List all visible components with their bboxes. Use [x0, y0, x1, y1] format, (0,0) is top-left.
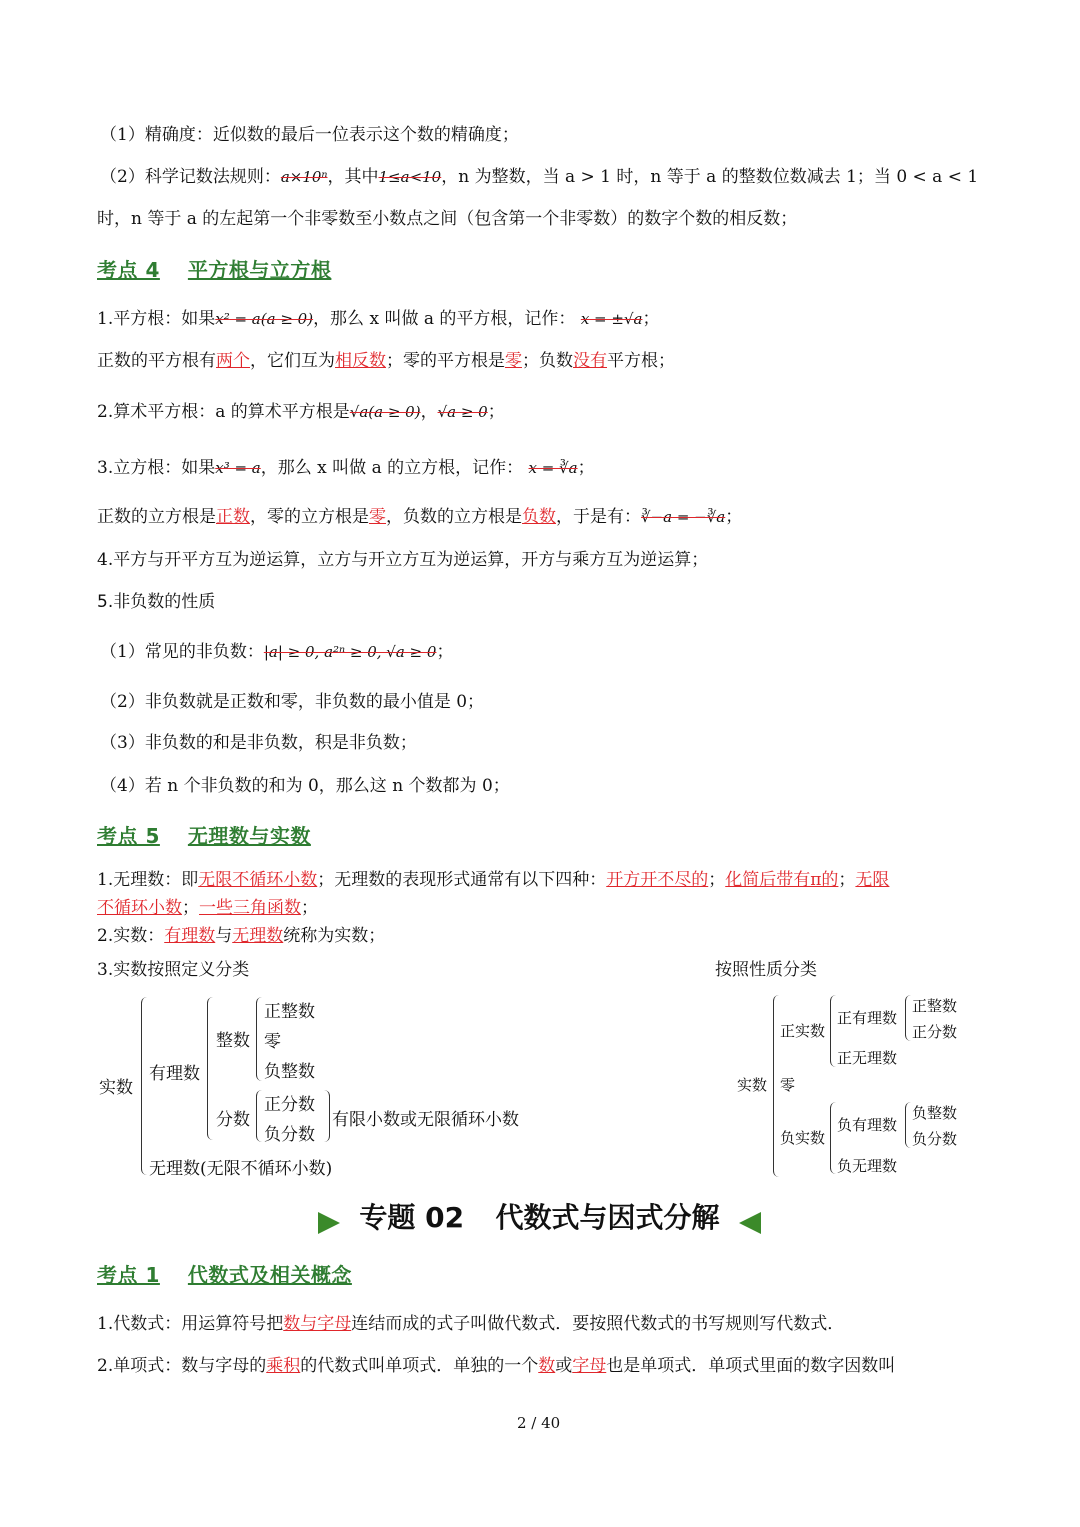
text-line — [97, 502, 742, 527]
formula: x² = a(a ≥ 0) — [215, 310, 314, 328]
tree-node: 正分数 — [264, 1095, 315, 1115]
highlight: 数 — [538, 1356, 556, 1376]
text-line — [715, 955, 817, 980]
text: （3）非负数的和是非负数，积是非负数； — [100, 733, 417, 753]
formula: √a ≥ 0 — [437, 403, 488, 421]
text-line — [97, 1351, 895, 1376]
text-line — [100, 637, 453, 662]
highlight: 无限 — [855, 870, 890, 890]
text-line — [97, 1309, 844, 1334]
formula: x³ = a — [215, 459, 261, 477]
section-heading — [97, 820, 311, 849]
formula: x = ±√a — [580, 310, 643, 328]
subheading — [97, 587, 215, 612]
text: 2.单项式：数与字母的 — [97, 1356, 267, 1376]
text: ；负数 — [522, 351, 573, 371]
text: ；零的平方根是 — [386, 351, 505, 371]
formula: a×10ⁿ — [280, 168, 328, 186]
text: 5.非负数的性质 — [97, 592, 216, 612]
highlight: 化简后带有π的 — [725, 870, 839, 890]
brace — [905, 1102, 912, 1148]
text-line — [97, 346, 675, 371]
highlight: 有理数 — [164, 926, 216, 946]
text-line — [97, 204, 797, 229]
brace — [830, 995, 837, 1067]
tree-node: 正整数 — [912, 997, 958, 1015]
brace — [141, 997, 150, 1175]
text: 平方根； — [607, 351, 675, 371]
brace — [207, 997, 216, 1140]
tree-node: 整数 — [216, 1031, 250, 1051]
text: ，于是有： — [556, 507, 641, 527]
formula: ∛−a = −∛a — [641, 508, 726, 526]
text: 2.算术平方根：a 的算术平方根是 — [97, 402, 350, 422]
brace — [830, 1102, 837, 1174]
highlight: 零 — [369, 507, 386, 527]
tree-node: 无理数(无限不循环小数) — [149, 1159, 333, 1179]
text: 统称为实数； — [283, 926, 386, 946]
tree-node: 实数 — [737, 1076, 768, 1094]
text-line — [97, 921, 385, 946]
text: ； — [301, 898, 318, 918]
formula: 1≤a<10 — [378, 168, 442, 186]
tree-node: 负整数 — [264, 1062, 315, 1082]
section-heading — [97, 1259, 352, 1288]
highlight: 乘积 — [266, 1356, 301, 1376]
highlight: 两个 — [216, 351, 250, 371]
text-line — [97, 955, 249, 980]
tree-node: 负分数 — [912, 1130, 958, 1148]
text: （2）科学记数法规则： — [100, 167, 281, 187]
text: ，它们互为 — [250, 351, 335, 371]
tree-node: 负无理数 — [837, 1157, 898, 1175]
heading-title: 无理数与实数 — [187, 824, 311, 848]
text-line — [97, 453, 595, 478]
text: （1）常见的非负数： — [100, 642, 264, 662]
tree-node: 正有理数 — [837, 1009, 898, 1027]
highlight: 数与字母 — [283, 1314, 352, 1334]
topic-title: 代数式与因式分解 — [495, 1201, 720, 1234]
topic-banner — [318, 1196, 761, 1236]
highlight: 零 — [505, 351, 522, 371]
text-line — [100, 728, 417, 753]
text-line — [100, 771, 510, 796]
text: ，其中 — [327, 167, 379, 187]
topic-label: 专题 02 — [359, 1201, 465, 1234]
tree-node: 正整数 — [264, 1002, 315, 1022]
text: 正数的立方根是 — [97, 507, 216, 527]
section-heading — [97, 254, 331, 283]
text: 也是单项式．单项式里面的数字因数叫 — [606, 1356, 896, 1376]
brace — [256, 997, 264, 1081]
text: ，负数的立方根是 — [386, 507, 522, 527]
page-number: 2 / 40 — [517, 1414, 561, 1432]
text: 正数的平方根有 — [97, 351, 216, 371]
text: ，那么 x 叫做 a 的立方根，记作： — [260, 458, 524, 478]
highlight: 无限不循环小数 — [198, 870, 318, 890]
tree-node: 负分数 — [264, 1125, 315, 1145]
triangle-left-icon — [739, 1212, 761, 1234]
highlight: 正数 — [216, 507, 250, 527]
highlight: 不循环小数 — [97, 898, 182, 918]
text: 4.平方与开平方互为逆运算，立方与开立方互为逆运算，开方与乘方互为逆运算； — [97, 550, 709, 570]
tree-node: 零 — [264, 1032, 281, 1052]
text: ； — [577, 458, 595, 478]
text: 与 — [215, 926, 233, 946]
text: ；无理数的表现形式通常有以下四种： — [317, 870, 607, 890]
tree-node: 分数 — [216, 1110, 250, 1130]
text: ，n 为整数，当 a > 1 时，n 等于 a 的整数位数减去 1；当 0 < a < 1 — [441, 167, 979, 187]
text: （2）非负数就是正数和零，非负数的最小值是 0； — [100, 692, 485, 712]
tree-node: 负实数 — [780, 1129, 826, 1147]
heading-title: 代数式及相关概念 — [187, 1263, 352, 1287]
tree-node: 负有理数 — [837, 1116, 898, 1134]
text: 1.无理数：即 — [97, 870, 199, 890]
highlight: 相反数 — [335, 351, 386, 371]
brace — [256, 1090, 264, 1142]
highlight: 一些三角函数 — [199, 898, 301, 918]
formula: √a(a ≥ 0) — [349, 403, 421, 421]
text: 1.平方根：如果 — [97, 309, 216, 329]
text-line — [97, 865, 889, 890]
text: 按照性质分类 — [715, 960, 817, 980]
tree-node: 零 — [780, 1076, 796, 1094]
text: ； — [708, 870, 726, 890]
highlight: 负数 — [522, 507, 556, 527]
text-line — [97, 893, 318, 918]
text-line — [97, 304, 659, 329]
highlight: 没有 — [573, 351, 607, 371]
tree-node: 正无理数 — [837, 1049, 898, 1067]
text: ，那么 x 叫做 a 的平方根，记作： — [313, 309, 576, 329]
heading-number: 考点 1 — [97, 1263, 160, 1287]
heading-number: 考点 4 — [97, 258, 160, 282]
text: 连结而成的式子叫做代数式．要按照代数式的书写规则写代数式． — [351, 1314, 845, 1334]
text: 3.立方根：如果 — [97, 458, 216, 478]
text-line — [97, 545, 708, 570]
tree-node: 正实数 — [780, 1022, 826, 1040]
text: （4）若 n 个非负数的和为 0，那么这 n 个数都为 0； — [100, 776, 510, 796]
text: ； — [838, 870, 856, 890]
formula: x = ∛a — [528, 459, 578, 477]
text-line: （1）精确度：近似数的最后一位表示这个数的精确度； — [100, 125, 519, 145]
text: 的代数式叫单项式．单独的一个 — [300, 1356, 539, 1376]
triangle-right-icon — [318, 1212, 340, 1234]
text: ； — [725, 507, 743, 527]
text-line — [100, 687, 484, 712]
text: 3.实数按照定义分类 — [97, 960, 250, 980]
text: ， — [420, 402, 438, 422]
text-line — [97, 397, 505, 422]
brace — [323, 1090, 330, 1142]
tree-node: 有限小数或无限循环小数 — [332, 1110, 519, 1130]
highlight: 无理数 — [232, 926, 284, 946]
highlight: 开方开不尽的 — [606, 870, 709, 890]
text-line — [100, 162, 978, 187]
highlight: 字母 — [572, 1356, 607, 1376]
text: 时，n 等于 a 的左起第一个非零数至小数点之间（包含第一个非零数）的数字个数的相反数； — [97, 209, 798, 229]
tree-node: 正分数 — [912, 1023, 958, 1041]
tree-node: 有理数 — [149, 1064, 200, 1084]
text: ； — [436, 642, 454, 662]
heading-title: 平方根与立方根 — [187, 258, 332, 282]
text: ； — [182, 898, 199, 918]
text: ； — [642, 309, 660, 329]
text: ，零的立方根是 — [250, 507, 369, 527]
text: 1.代数式：用运算符号把 — [97, 1314, 284, 1334]
heading-number: 考点 5 — [97, 824, 160, 848]
formula: |a| ≥ 0, a²ⁿ ≥ 0, √a ≥ 0 — [263, 643, 437, 661]
text: 或 — [555, 1356, 573, 1376]
brace — [905, 995, 912, 1041]
text: ； — [487, 402, 505, 422]
tree-node: 负整数 — [912, 1104, 958, 1122]
text: 2.实数： — [97, 926, 165, 946]
tree-node: 实数 — [99, 1078, 133, 1098]
